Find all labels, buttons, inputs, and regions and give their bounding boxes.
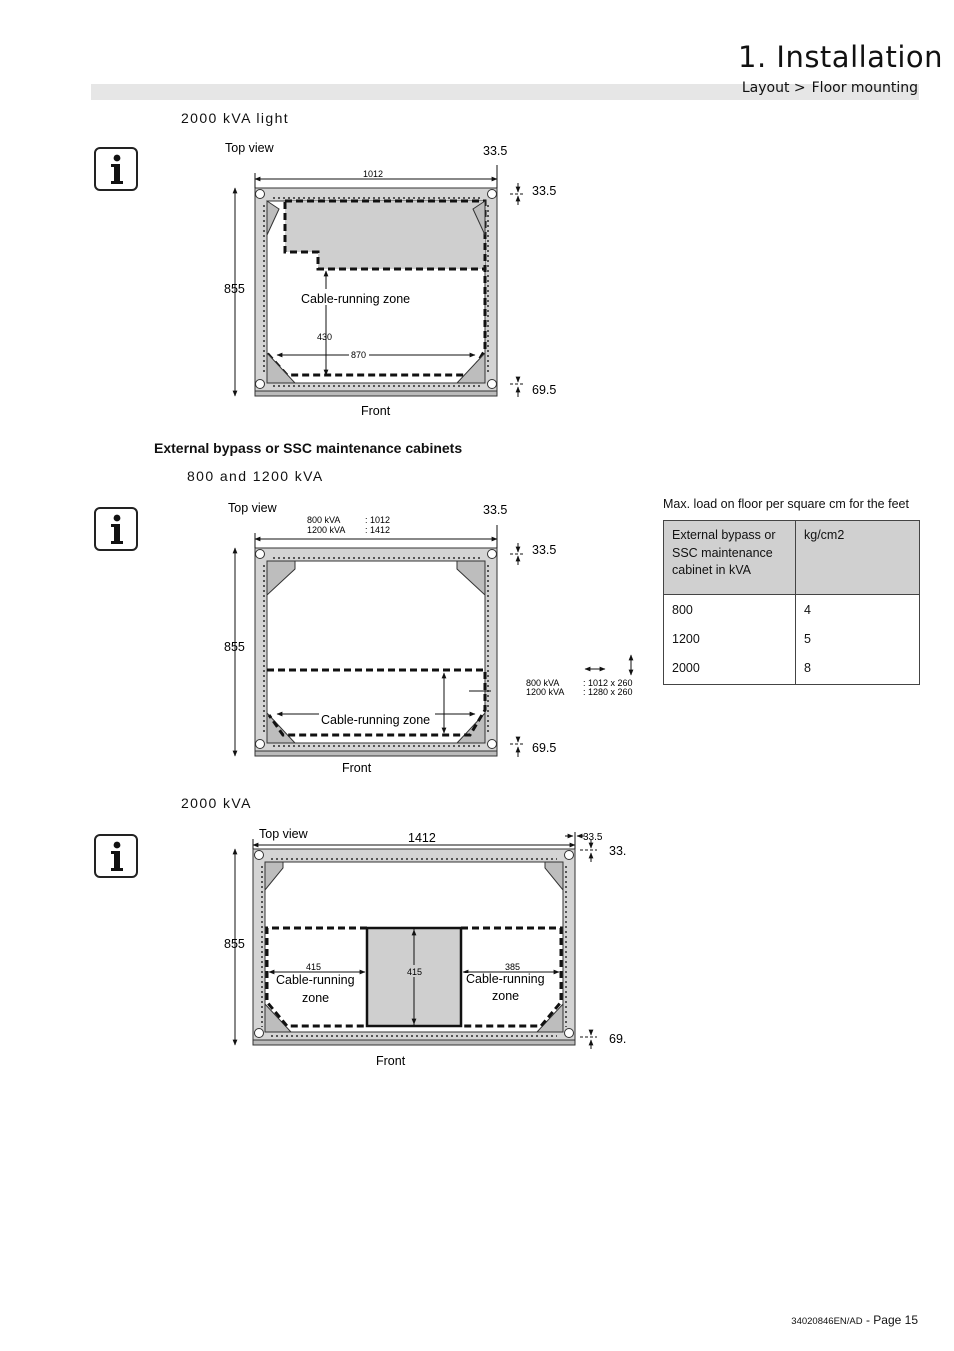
load-table: [663, 520, 920, 685]
dim-bottom: 69.5: [532, 383, 557, 397]
table-cell-load: 4: [796, 594, 920, 625]
heading-800-1200: 800 and 1200 kVA: [187, 468, 324, 484]
cable-zone-right-label: Cable-running: [466, 972, 545, 986]
dim-corner: 33.5: [483, 144, 508, 158]
diagram-2000-light: [215, 135, 575, 425]
front-label: Front: [376, 1054, 406, 1068]
dim-width: 1412: [408, 831, 436, 845]
cable-zone-right-label-2: zone: [492, 989, 520, 1003]
zone-800-value: : 1012 x 260: [583, 678, 633, 688]
diagram-2000: [215, 822, 645, 1082]
info-icon: [94, 507, 138, 551]
dim-corner-side: 33.5: [532, 184, 557, 198]
load-table-caption: Max. load on floor per square cm for the feet: [663, 497, 909, 511]
w-800-value: : 1012: [365, 515, 391, 525]
cable-zone-label: Cable-running zone: [321, 713, 431, 727]
top-view-label: Top view: [225, 141, 274, 155]
dim-415-mid: 415: [407, 967, 423, 977]
breadcrumb-floor-mounting[interactable]: Floor mounting: [811, 80, 918, 96]
diagram-800-1200: [215, 495, 655, 785]
dim-width: 1012: [363, 169, 384, 179]
breadcrumb: [736, 80, 918, 96]
dim-depth: 855: [224, 282, 245, 296]
dim-430: 430: [317, 332, 333, 342]
dim-870: 870: [351, 350, 367, 360]
table-cell-kva: 2000: [664, 654, 796, 685]
table-row: [664, 594, 920, 625]
zone-800-label: 800 kVA: [526, 678, 560, 688]
page-title: 1. Installation: [738, 40, 944, 74]
table-header-load: kg/cm2: [796, 521, 920, 595]
w-1200-value: : 1412: [365, 525, 391, 535]
info-icon: [94, 147, 138, 191]
cable-zone-label: Cable-running zone: [301, 292, 411, 306]
table-header-row: [664, 521, 920, 595]
front-label: Front: [342, 761, 372, 775]
table-row: [664, 625, 920, 654]
zone-1200-value: : 1280 x 260: [583, 687, 633, 697]
table-cell-kva: 800: [664, 594, 796, 625]
table-cell-kva: 1200: [664, 625, 796, 654]
heading-bypass: External bypass or SSC maintenance cabinets: [154, 440, 463, 456]
cable-zone-left-label: Cable-running: [276, 973, 355, 987]
top-view-label: Top view: [259, 827, 308, 841]
dim-385-right: 385: [505, 962, 521, 972]
zone-1200-label: 1200 kVA: [526, 687, 565, 697]
table-cell-load: 8: [796, 654, 920, 685]
page-number: - Page 15: [865, 1313, 918, 1327]
front-label: Front: [361, 404, 391, 418]
info-icon: [94, 834, 138, 878]
breadcrumb-layout[interactable]: Layout >: [741, 80, 806, 96]
cable-zone-left-label-2: zone: [302, 991, 330, 1005]
dim-depth: 855: [224, 640, 245, 654]
dim-corner-side: 33.5: [532, 543, 557, 557]
dim-bottom: 69.5: [532, 741, 557, 755]
dim-depth: 855: [224, 937, 245, 951]
w-800-label: 800 kVA: [307, 515, 341, 525]
dim-bottom: 69.: [609, 1032, 627, 1046]
table-row: [664, 654, 920, 685]
top-view-label: Top view: [228, 501, 277, 515]
dim-corner: 33.5: [583, 832, 603, 843]
table-header-kva: External bypass or SSC maintenance cabinet in kVA: [664, 521, 796, 595]
dim-corner: 33.5: [483, 503, 508, 517]
dim-415-left: 415: [306, 962, 322, 972]
table-cell-load: 5: [796, 625, 920, 654]
doc-code: 34020846EN/AD: [791, 1316, 863, 1327]
dim-corner-side: 33.: [609, 844, 627, 858]
w-1200-label: 1200 kVA: [307, 525, 346, 535]
heading-2000: 2000 kVA: [181, 795, 252, 811]
page-footer: [791, 1313, 918, 1327]
heading-2000-light: 2000 kVA light: [181, 110, 290, 126]
